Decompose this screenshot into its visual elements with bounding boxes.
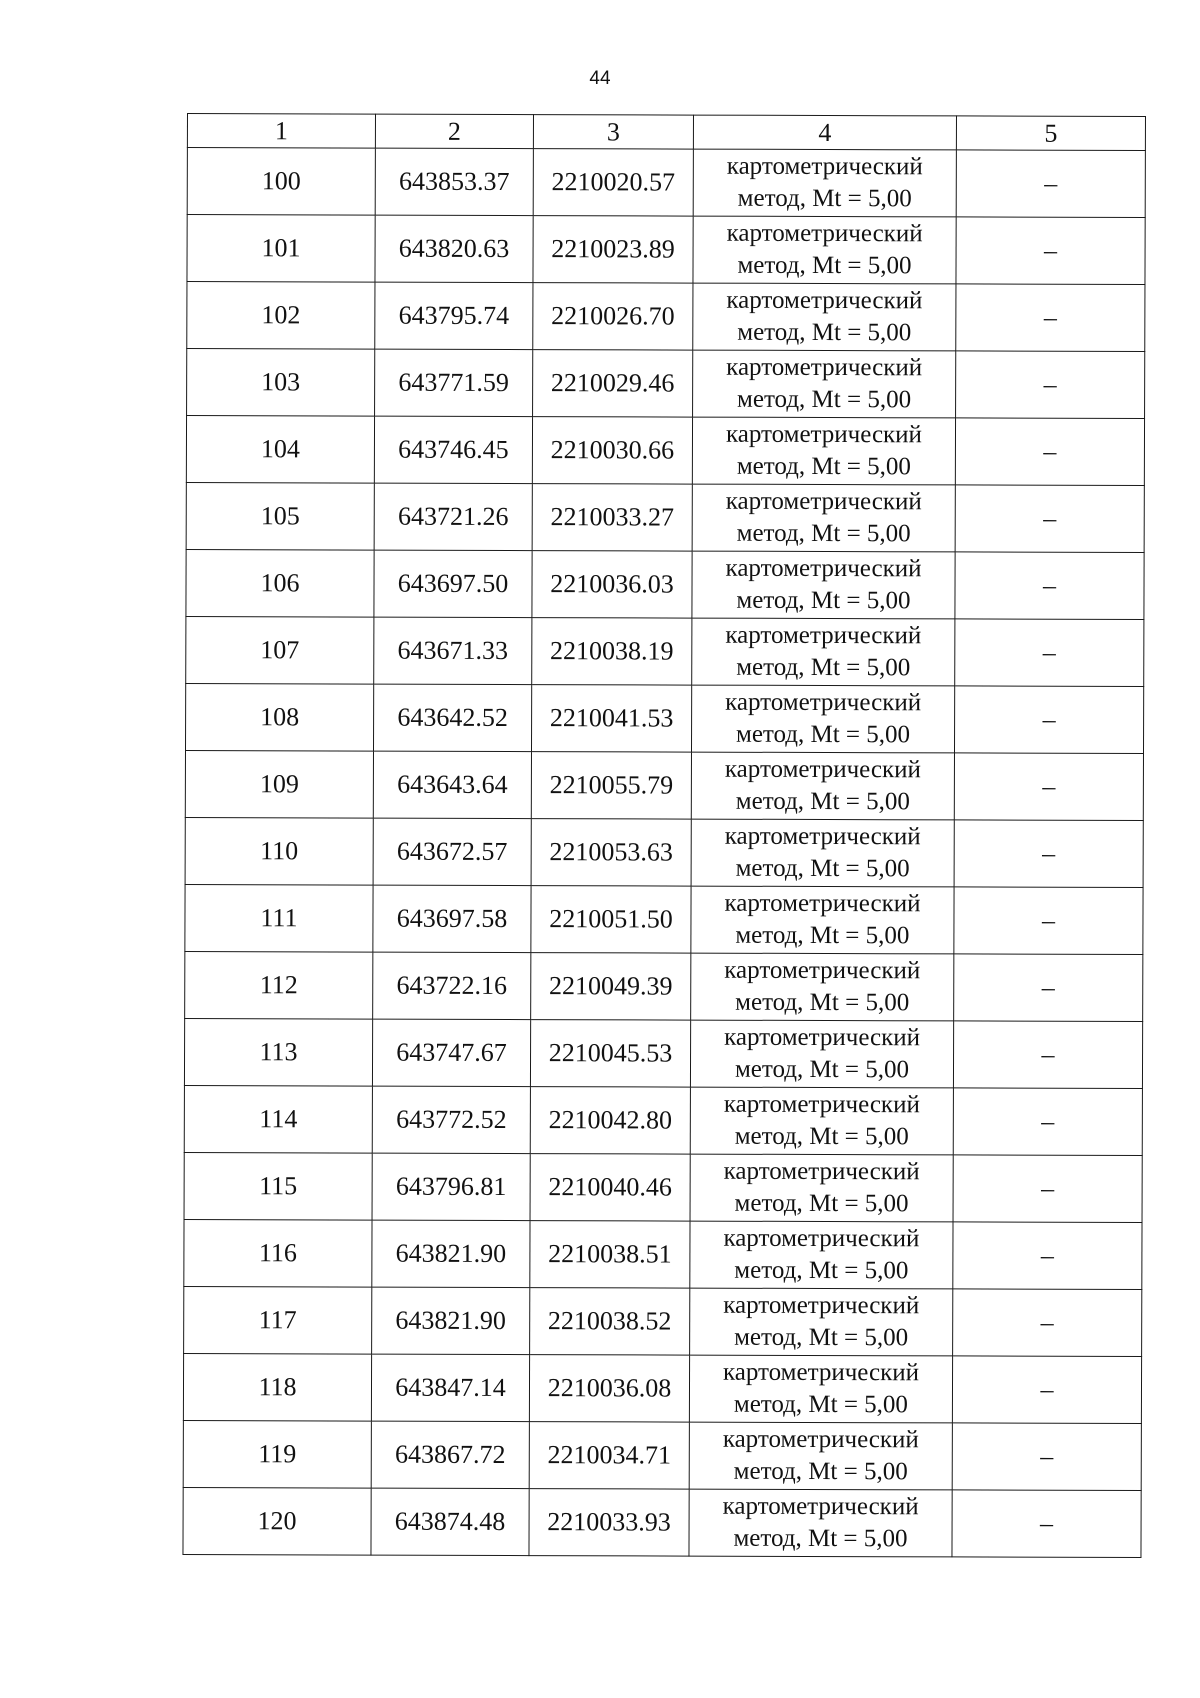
column-header-4: 4 bbox=[693, 115, 956, 150]
y-coordinate-cell: 2210034.71 bbox=[529, 1422, 689, 1490]
method-line-2: метод, Mt = 5,00 bbox=[736, 519, 911, 548]
note-cell: – bbox=[955, 619, 1144, 687]
method-line-1: картометрический bbox=[724, 889, 921, 918]
y-coordinate-cell: 2210040.46 bbox=[530, 1154, 690, 1222]
y-coordinate-cell: 2210036.03 bbox=[532, 551, 692, 619]
point-number-cell: 110 bbox=[185, 817, 373, 885]
x-coordinate-cell: 643697.58 bbox=[373, 885, 531, 952]
method-cell bbox=[691, 819, 954, 887]
method-cell bbox=[689, 1355, 952, 1423]
table-row bbox=[183, 1353, 1141, 1423]
y-coordinate-cell: 2210033.93 bbox=[529, 1489, 689, 1557]
method-cell bbox=[692, 417, 955, 485]
y-coordinate-cell: 2210038.52 bbox=[530, 1288, 690, 1356]
method-line-2: метод, Mt = 5,00 bbox=[735, 854, 910, 883]
x-coordinate-cell: 643821.90 bbox=[372, 1287, 530, 1354]
point-number-cell: 115 bbox=[184, 1152, 372, 1220]
table-row bbox=[186, 482, 1144, 552]
point-number-cell: 100 bbox=[187, 148, 375, 216]
note-cell: – bbox=[954, 954, 1143, 1022]
point-number-cell: 118 bbox=[183, 1353, 371, 1421]
method-cell bbox=[691, 886, 954, 954]
method-cell bbox=[691, 953, 954, 1021]
point-number-cell: 109 bbox=[185, 750, 373, 818]
y-coordinate-cell: 2210045.53 bbox=[530, 1020, 690, 1088]
y-coordinate-cell: 2210029.46 bbox=[533, 350, 693, 418]
table-row bbox=[186, 416, 1144, 486]
method-line-2: метод, Mt = 5,00 bbox=[735, 787, 910, 816]
y-coordinate-cell: 2210042.80 bbox=[530, 1087, 690, 1155]
note-cell: – bbox=[953, 1088, 1142, 1156]
column-header-2: 2 bbox=[375, 114, 533, 148]
table-row bbox=[183, 1487, 1141, 1557]
point-number-cell: 105 bbox=[186, 482, 374, 550]
point-number-cell: 107 bbox=[186, 616, 374, 684]
method-line-1: картометрический bbox=[723, 1224, 920, 1253]
y-coordinate-cell: 2210023.89 bbox=[533, 216, 693, 284]
table-row bbox=[185, 750, 1143, 820]
table-row bbox=[185, 683, 1143, 753]
method-cell bbox=[693, 216, 956, 284]
method-line-2: метод, Mt = 5,00 bbox=[737, 251, 912, 280]
method-cell bbox=[689, 1489, 952, 1557]
method-line-2: метод, Mt = 5,00 bbox=[733, 1390, 909, 1419]
column-header-1: 1 bbox=[187, 114, 375, 149]
table-row bbox=[187, 282, 1145, 352]
method-line-1: картометрический bbox=[726, 152, 923, 181]
point-number-cell: 114 bbox=[184, 1085, 372, 1153]
y-coordinate-cell: 2210049.39 bbox=[531, 953, 691, 1021]
table-header-row bbox=[187, 114, 1145, 151]
y-coordinate-cell: 2210038.51 bbox=[530, 1221, 690, 1289]
method-line-1: картометрический bbox=[724, 956, 921, 985]
coordinates-table bbox=[182, 113, 1146, 1558]
method-line-2: метод, Mt = 5,00 bbox=[734, 1122, 909, 1151]
y-coordinate-cell: 2210020.57 bbox=[533, 149, 693, 217]
method-cell bbox=[690, 1154, 953, 1222]
method-line-1: картометрический bbox=[723, 1090, 920, 1119]
x-coordinate-cell: 643874.48 bbox=[371, 1488, 529, 1555]
method-line-2: метод, Mt = 5,00 bbox=[737, 385, 912, 414]
table-row bbox=[187, 349, 1145, 419]
table-row bbox=[184, 1018, 1142, 1088]
table-row bbox=[185, 884, 1143, 954]
point-number-cell: 116 bbox=[184, 1219, 372, 1287]
method-line-1: картометрический bbox=[725, 621, 922, 650]
y-coordinate-cell: 2210036.08 bbox=[529, 1355, 689, 1423]
table-row bbox=[183, 1420, 1141, 1490]
method-line-2: метод, Mt = 5,00 bbox=[737, 318, 912, 347]
method-line-1: картометрический bbox=[723, 1358, 920, 1387]
x-coordinate-cell: 643821.90 bbox=[372, 1220, 530, 1287]
table-row bbox=[185, 817, 1143, 887]
point-number-cell: 113 bbox=[184, 1018, 372, 1086]
method-cell bbox=[689, 1422, 952, 1490]
method-line-1: картометрический bbox=[726, 353, 923, 382]
method-cell bbox=[690, 1221, 953, 1289]
point-number-cell: 120 bbox=[183, 1487, 371, 1555]
note-cell: – bbox=[954, 820, 1143, 888]
method-line-1: картометрический bbox=[723, 1157, 920, 1186]
table-row bbox=[187, 215, 1145, 285]
method-line-1: картометрический bbox=[725, 420, 923, 449]
x-coordinate-cell: 643867.72 bbox=[371, 1421, 529, 1488]
page-number: 44 bbox=[589, 68, 611, 89]
table-row bbox=[184, 1152, 1142, 1222]
method-line-2: метод, Mt = 5,00 bbox=[735, 988, 910, 1017]
method-line-2: метод, Mt = 5,00 bbox=[736, 653, 911, 682]
note-cell: – bbox=[954, 753, 1143, 821]
method-line-1: картометрический bbox=[726, 219, 923, 248]
column-header-5: 5 bbox=[956, 116, 1145, 151]
method-cell bbox=[690, 1020, 953, 1088]
method-line-2: метод, Mt = 5,00 bbox=[736, 586, 911, 615]
y-coordinate-cell: 2210033.27 bbox=[532, 484, 692, 552]
x-coordinate-cell: 643820.63 bbox=[375, 215, 533, 282]
method-cell bbox=[692, 551, 955, 619]
table-row bbox=[184, 1219, 1142, 1289]
note-cell: – bbox=[956, 217, 1145, 285]
x-coordinate-cell: 643795.74 bbox=[375, 282, 533, 349]
method-cell bbox=[692, 618, 955, 686]
method-cell bbox=[693, 149, 956, 217]
point-number-cell: 108 bbox=[185, 683, 373, 751]
point-number-cell: 111 bbox=[185, 884, 373, 952]
method-cell bbox=[690, 1087, 953, 1155]
method-line-2: метод, Mt = 5,00 bbox=[734, 1189, 909, 1218]
x-coordinate-cell: 643772.52 bbox=[372, 1086, 530, 1153]
method-cell bbox=[693, 283, 956, 351]
y-coordinate-cell: 2210055.79 bbox=[531, 752, 691, 820]
y-coordinate-cell: 2210026.70 bbox=[533, 283, 693, 351]
note-cell: – bbox=[956, 351, 1145, 419]
x-coordinate-cell: 643671.33 bbox=[374, 617, 532, 684]
table-row bbox=[184, 1085, 1142, 1155]
table-row bbox=[186, 616, 1144, 686]
x-coordinate-cell: 643847.14 bbox=[371, 1354, 529, 1421]
x-coordinate-cell: 643771.59 bbox=[375, 349, 533, 416]
note-cell: – bbox=[952, 1356, 1141, 1424]
note-cell: – bbox=[955, 485, 1144, 553]
method-line-1: картометрический bbox=[724, 1023, 921, 1052]
method-line-2: метод, Mt = 5,00 bbox=[733, 1524, 908, 1553]
point-number-cell: 112 bbox=[185, 951, 373, 1019]
method-line-1: картометрический bbox=[725, 688, 922, 717]
x-coordinate-cell: 643796.81 bbox=[372, 1153, 530, 1220]
point-number-cell: 104 bbox=[186, 416, 374, 484]
method-line-2: метод, Mt = 5,00 bbox=[734, 1055, 910, 1084]
method-cell bbox=[691, 685, 954, 753]
table-row bbox=[187, 148, 1145, 218]
note-cell: – bbox=[953, 1155, 1142, 1223]
note-cell: – bbox=[952, 1490, 1141, 1558]
method-line-1: картометрический bbox=[725, 554, 922, 583]
table-row bbox=[185, 951, 1143, 1021]
table-row bbox=[184, 1286, 1142, 1356]
x-coordinate-cell: 643697.50 bbox=[374, 550, 532, 617]
x-coordinate-cell: 643853.37 bbox=[375, 148, 533, 215]
note-cell: – bbox=[954, 887, 1143, 955]
note-cell: – bbox=[955, 552, 1144, 620]
x-coordinate-cell: 643722.16 bbox=[373, 952, 531, 1019]
y-coordinate-cell: 2210053.63 bbox=[531, 819, 691, 887]
point-number-cell: 102 bbox=[187, 282, 375, 350]
note-cell: – bbox=[952, 1423, 1141, 1491]
method-line-2: метод, Mt = 5,00 bbox=[733, 1457, 908, 1486]
method-line-1: картометрический bbox=[723, 1291, 920, 1320]
method-line-1: картометрический bbox=[722, 1492, 919, 1521]
note-cell: – bbox=[954, 686, 1143, 754]
note-cell: – bbox=[956, 284, 1145, 352]
table-body bbox=[183, 148, 1145, 1558]
method-cell bbox=[690, 1288, 953, 1356]
note-cell: – bbox=[953, 1289, 1142, 1357]
method-line-1: картометрический bbox=[725, 487, 922, 516]
column-header-3: 3 bbox=[533, 115, 693, 150]
x-coordinate-cell: 643642.52 bbox=[373, 684, 531, 751]
method-cell bbox=[692, 484, 955, 552]
x-coordinate-cell: 643672.57 bbox=[373, 818, 531, 885]
y-coordinate-cell: 2210030.66 bbox=[532, 417, 692, 485]
point-number-cell: 119 bbox=[183, 1420, 371, 1488]
method-line-2: метод, Mt = 5,00 bbox=[735, 921, 910, 950]
note-cell: – bbox=[953, 1222, 1142, 1290]
method-line-2: метод, Mt = 5,00 bbox=[737, 184, 912, 213]
method-cell bbox=[691, 752, 954, 820]
note-cell: – bbox=[953, 1021, 1142, 1089]
y-coordinate-cell: 2210051.50 bbox=[531, 886, 691, 954]
method-line-2: метод, Mt = 5,00 bbox=[734, 1323, 909, 1352]
point-number-cell: 106 bbox=[186, 549, 374, 617]
y-coordinate-cell: 2210038.19 bbox=[532, 618, 692, 686]
x-coordinate-cell: 643747.67 bbox=[372, 1019, 530, 1086]
x-coordinate-cell: 643721.26 bbox=[374, 483, 532, 550]
method-line-1: картометрический bbox=[726, 286, 923, 315]
x-coordinate-cell: 643643.64 bbox=[373, 751, 531, 818]
method-line-1: картометрический bbox=[722, 1425, 919, 1454]
table-row bbox=[186, 549, 1144, 619]
x-coordinate-cell: 643746.45 bbox=[374, 416, 532, 483]
method-line-2: метод, Mt = 5,00 bbox=[736, 452, 911, 481]
note-cell: – bbox=[956, 150, 1145, 218]
method-line-1: картометрический bbox=[724, 755, 921, 784]
y-coordinate-cell: 2210041.53 bbox=[531, 685, 691, 753]
method-line-2: метод, Mt = 5,00 bbox=[734, 1256, 909, 1285]
point-number-cell: 103 bbox=[187, 349, 375, 417]
note-cell: – bbox=[955, 418, 1144, 486]
method-line-2: метод, Mt = 5,00 bbox=[735, 720, 911, 749]
method-cell bbox=[693, 350, 956, 418]
point-number-cell: 117 bbox=[184, 1286, 372, 1354]
point-number-cell: 101 bbox=[187, 215, 375, 283]
method-line-1: картометрический bbox=[724, 822, 921, 851]
